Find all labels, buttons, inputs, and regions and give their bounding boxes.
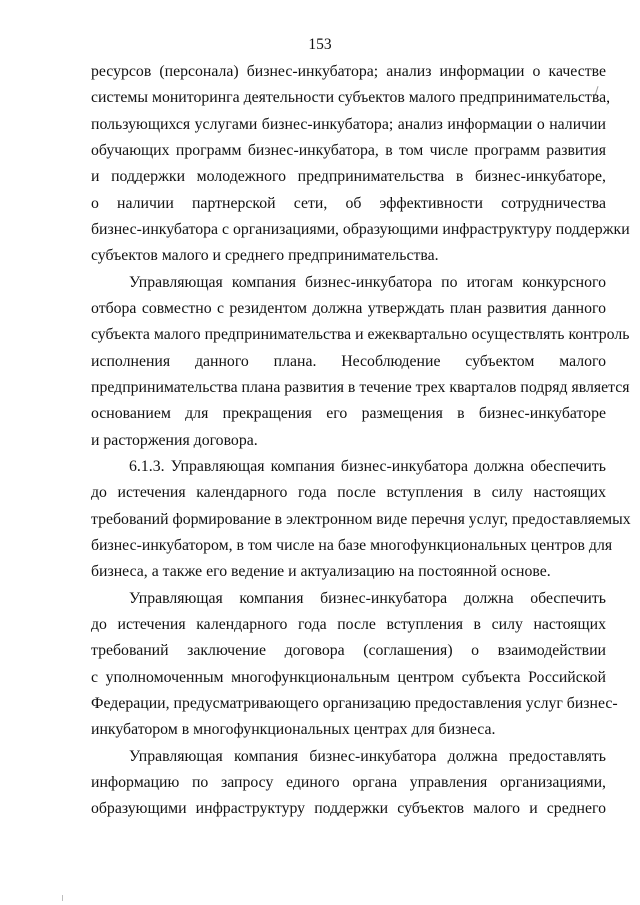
- text-line: обучающих программ бизнес-инкубатора, в том числе программ развития: [91, 142, 606, 159]
- text-line: до истечения календарного года после вступления в силу настоящих: [91, 484, 606, 501]
- text-line: Управляющая компания бизнес-инкубатора по итогам конкурсного: [129, 274, 606, 291]
- text-line: Федерации, предусматривающего организацию предоставления услуг бизнес-: [91, 695, 618, 712]
- text-line: требований формирование в электронном виде перечня услуг, предоставляемых: [91, 511, 631, 528]
- text-line: образующими инфраструктуру поддержки субъектов малого и среднего: [91, 800, 606, 817]
- text-line: с уполномоченным многофункциональным центром субъекта Российской: [91, 669, 606, 686]
- text-line: бизнеса, а также его ведение и актуализацию на постоянной основе.: [91, 563, 551, 580]
- scan-artifact: [62, 895, 63, 901]
- text-line: и расторжения договора.: [91, 432, 258, 449]
- text-line: информацию по запросу единого органа управления организациями,: [91, 774, 606, 791]
- text-line: субъектов малого и среднего предпринимательства.: [91, 247, 439, 264]
- text-line: о наличии партнерской сети, об эффективности сотрудничества: [91, 195, 606, 212]
- text-line: бизнес-инкубатора с организациями, образующими инфраструктуру поддержки: [91, 221, 630, 238]
- text-line: требований заключение договора (соглашения) о взаимодействии: [91, 642, 606, 659]
- text-line: до истечения календарного года после вступления в силу настоящих: [91, 616, 606, 633]
- text-line: Управляющая компания бизнес-инкубатора должна обеспечить: [129, 590, 606, 607]
- text-line: инкубатором в многофункциональных центрах для бизнеса.: [91, 721, 496, 738]
- text-line: пользующихся услугами бизнес-инкубатора; анализ информации о наличии: [91, 116, 606, 133]
- text-line: Управляющая компания бизнес-инкубатора должна предоставлять: [129, 748, 606, 765]
- text-line: отбора совместно с резидентом должна утверждать план развития данного: [91, 300, 606, 317]
- text-line: исполнения данного плана. Несоблюдение субъектом малого: [91, 353, 606, 370]
- text-line: бизнес-инкубатором, в том числе на базе многофункциональных центров для: [91, 537, 613, 554]
- text-line: субъекта малого предпринимательства и ежеквартально осуществлять контроль: [91, 326, 630, 343]
- text-line: предпринимательства плана развития в течение трех кварталов подряд является: [91, 379, 630, 396]
- page-number: 153: [308, 36, 332, 53]
- text-line: 6.1.3. Управляющая компания бизнес-инкубатора должна обеспечить: [129, 458, 606, 475]
- text-line: и поддержки молодежного предпринимательства в бизнес-инкубаторе,: [91, 168, 606, 185]
- text-line: ресурсов (персонала) бизнес-инкубатора; анализ информации о качестве: [91, 63, 606, 80]
- text-line: основанием для прекращения его размещения в бизнес-инкубаторе: [91, 405, 606, 422]
- text-line: системы мониторинга деятельности субъектов малого предпринимательства,: [91, 89, 611, 106]
